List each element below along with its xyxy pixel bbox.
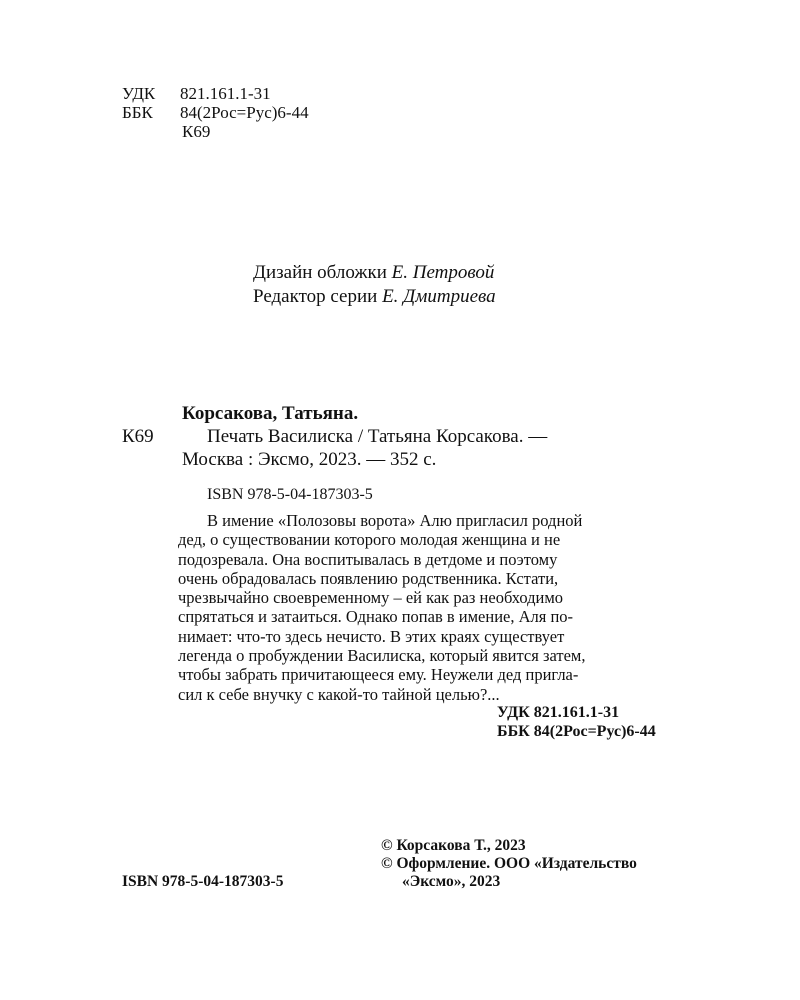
bbk-bottom: ББК 84(2Рос=Рус)6-44 [497, 723, 656, 740]
udk-value: 821.161.1-31 [180, 84, 271, 103]
udk-top-line [122, 84, 271, 103]
series-editor-credit [253, 286, 496, 308]
author-sign-top: К69 [182, 122, 211, 141]
copyright-author: © Корсакова Т., 2023 [381, 837, 526, 854]
series-editor-label: Редактор серии [253, 286, 378, 307]
isbn-main: ISBN 978-5-04-187303-5 [207, 486, 373, 503]
author-heading: Корсакова, Татьяна. [182, 403, 359, 424]
copyright-publisher: © Оформление. ООО «Издательство [381, 855, 637, 872]
bbk-top-line [122, 103, 309, 122]
annotation-line: В имение «Полозовы ворота» Алю пригласил родной [207, 511, 583, 530]
annotation-line: чтобы забрать причитающееся ему. Неужели дед пригла- [178, 665, 579, 685]
annotation [178, 511, 718, 704]
annotation-line: сил к себе внучку с какой-то тайной целью?... [178, 684, 500, 704]
cover-design-name: Е. Петровой [391, 262, 495, 283]
copyright-publisher-cont: «Эксмо», 2023 [402, 873, 501, 890]
annotation-line: спрятаться и затаиться. Однако попав в имение, Аля по- [178, 607, 574, 627]
annotation-line: очень обрадовалась появлению родственника. Кстати, [178, 568, 559, 588]
publication-statement: Москва : Эксмо, 2023. — 352 с. [182, 449, 437, 470]
cover-design-credit [253, 262, 494, 284]
annotation-line: чрезвычайно своевременному – ей как раз необходимо [178, 588, 564, 608]
author-sign-main: К69 [122, 426, 154, 447]
udk-bottom: УДК 821.161.1-31 [497, 704, 620, 721]
isbn-bottom: ISBN 978-5-04-187303-5 [122, 873, 284, 890]
bbk-label: ББК [122, 103, 153, 122]
annotation-line: дед, о существовании которого молодая женщина и не [178, 530, 561, 550]
annotation-line: подозревала. Она воспитывалась в детдоме и поэтому [178, 549, 558, 569]
annotation-line: нимает: что-то здесь нечисто. В этих краях существует [178, 626, 565, 646]
bbk-value: 84(2Рос=Рус)6-44 [180, 103, 309, 122]
cover-design-label: Дизайн обложки [253, 262, 387, 283]
annotation-line: легенда о пробуждении Василиска, который явится затем, [178, 646, 586, 666]
title-statement: Печать Василиска / Татьяна Корсакова. — [207, 426, 548, 447]
series-editor-name: Е. Дмитриева [382, 286, 496, 307]
udk-label: УДК [122, 84, 156, 103]
